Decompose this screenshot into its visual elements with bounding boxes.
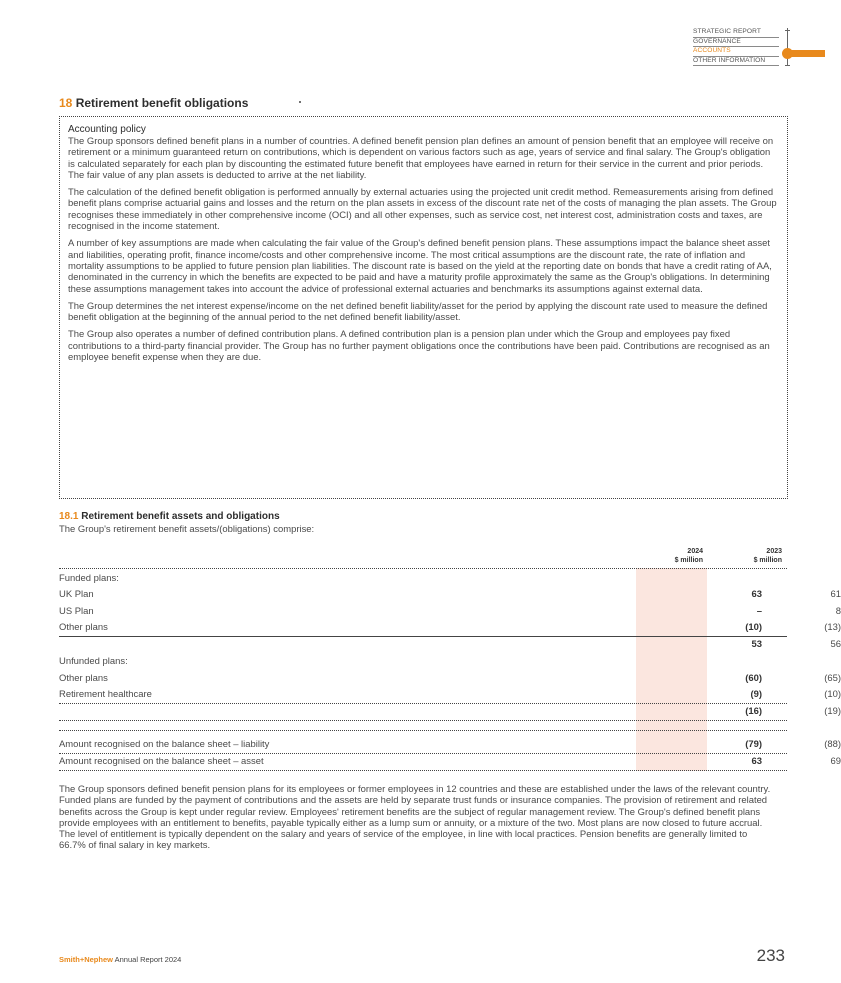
footer-report-title: Annual Report 2024 [112, 955, 182, 964]
nav-strategic-report[interactable]: STRATEGIC REPORT [693, 28, 779, 38]
value-2024: (10) [745, 622, 762, 633]
column-header-2024 [636, 547, 703, 565]
body-paragraph: The Group sponsors defined benefit pension plans for its employees or former employees in 12 countries and these are established under the laws of the relevant country. Funded plans are funded by the payment of contributions and the assets are held by separate trust funds or insurance companies. The provision of retirement and related benefits across the Group is kept under regular review. Employees' retirement benefits are the subject of regular management review. The Group's defined benefit plans provide employees with an entitlement to benefits, payable typically either as a lump sum or annuity, or a mixture of the two. Most plans are now closed to future accrual. The level of entitlement is typically dependent on the salary and years of service of the employee, in line with local practices. Pension benefits are generally limited to 66.7% of final salary in key markets. [59, 784, 771, 852]
value-2023: (65) [824, 673, 841, 684]
value-2024: – [756, 606, 762, 617]
table-header-rule [59, 568, 787, 569]
value-2024: (60) [745, 673, 762, 684]
section-heading [59, 96, 248, 110]
value-2023: 56 [830, 639, 841, 650]
table-total-row [59, 737, 841, 754]
section-title: Retirement benefit obligations [75, 96, 249, 110]
value-2023: 8 [835, 606, 841, 617]
row-label: US Plan [59, 606, 94, 617]
subsection-heading [59, 511, 280, 522]
value-2024: (16) [745, 706, 762, 717]
table-row [59, 671, 841, 687]
footer-brand: Smith+Nephew [59, 955, 113, 964]
policy-paragraph: A number of key assumptions are made when calculating the fair value of the Group's defined benefit pension plans. These assumptions impact the balance sheet asset and liabilities, operating profit, finance income/costs and other comprehensive income. The most critical assumptions are the discount rate, the rate of inflation and mortality assumptions to be applied to future pension plan liabilities. The discount rate is based on the yield at the reporting date on bonds that have a credit rating of AA, denominated in the currency in which the benefits are expected to be paid and have a maturity profile approximately the same as the Group's obligations. In determining these assumptions management takes into account the advice of professional external actuaries and benchmarks its assumptions against external data. [68, 238, 772, 295]
value-2023: (13) [824, 622, 841, 633]
table-total-row [59, 754, 841, 771]
row-label: Other plans [59, 622, 108, 633]
table-row [59, 604, 841, 620]
value-2023: 69 [830, 756, 841, 767]
nav-tick [785, 30, 790, 31]
subsection-title: Retirement benefit assets and obligations [81, 511, 280, 522]
heading-dot [299, 101, 301, 103]
table-row [59, 687, 841, 704]
column-header-2023 [712, 547, 782, 565]
column-year: 2023 [766, 548, 782, 555]
row-label: UK Plan [59, 589, 94, 600]
table-row [59, 654, 787, 670]
value-2024: (9) [750, 689, 762, 700]
footer [59, 955, 181, 964]
subsection-intro: The Group's retirement benefit assets/(obligations) comprise: [59, 524, 315, 535]
nav-rail [787, 28, 788, 66]
policy-paragraph: The calculation of the defined benefit obligation is performed annually by external actuaries using the projected unit credit method. Remeasurements arising from defined benefit plans comprise actuarial gains and losses and the return on the plan assets in excess of the discount rate net of the costs of managing the plan assets. The Group recognises these immediately in other comprehensive income (OCI) and all other expenses, such as service cost, net interest cost, administration costs and taxes, are recognised in the income statement. [68, 187, 777, 233]
section-nav [693, 28, 779, 66]
policy-paragraph: The Group sponsors defined benefit plans in a number of countries. A defined benefit pension plan defines an amount of pension benefit that an employee will receive on retirement or a minimum guaranteed return on contributions, which is dependent on various factors such as age, years of service and final salary. The Group's obligation is calculated separately for each plan by discounting the estimated future benefit that employees have earned in return for their service in the current and prior periods. The fair value of any plan assets is deducted to arrive at the net liability. [68, 136, 774, 181]
policy-paragraph: The Group determines the net interest expense/income on the net defined benefit liability/asset for the period by applying the discount rate used to measure the defined benefit obligation at the beginning of the annual period to the net defined benefit liability/asset. [68, 300, 768, 324]
row-label: Retirement healthcare [59, 689, 152, 700]
table-row [59, 620, 841, 637]
value-2023: 61 [830, 589, 841, 600]
value-2023: (10) [824, 689, 841, 700]
page-number: 233 [756, 946, 785, 965]
value-2023: (88) [824, 739, 841, 750]
nav-other-information[interactable]: OTHER INFORMATION [693, 57, 779, 67]
row-label: Other plans [59, 673, 108, 684]
row-label: Funded plans: [59, 573, 119, 584]
nav-tick [785, 65, 790, 66]
nav-governance[interactable]: GOVERNANCE [693, 38, 779, 48]
policy-title: Accounting policy [68, 124, 146, 135]
subsection-number: 18.1 [59, 511, 79, 522]
table-subtotal-row [59, 637, 841, 653]
column-unit: $ million [753, 557, 782, 564]
accounting-policy-box [59, 116, 788, 499]
value-2024: 63 [751, 756, 762, 767]
table-subtotal-row [59, 704, 841, 721]
nav-accounts[interactable]: ACCOUNTS [693, 47, 779, 57]
section-number: 18 [59, 96, 73, 110]
value-2023: (19) [824, 706, 841, 717]
table-row [59, 587, 841, 603]
value-2024: 53 [751, 639, 762, 650]
row-label: Amount recognised on the balance sheet – liability [59, 739, 270, 750]
value-2024: 63 [751, 589, 762, 600]
table-spacer-rule [59, 730, 787, 731]
table-row [59, 571, 787, 587]
column-unit: $ million [674, 557, 703, 564]
value-2024: (79) [745, 739, 762, 750]
nav-active-tab-bar [790, 50, 825, 57]
policy-paragraph: The Group also operates a number of defined contribution plans. A defined contribution plan is a pension plan under which the Group and employees pay fixed contributions to a third-party financial provider. The Group has no further payment obligations once the contributions have been paid. Contributions are recognised as an employee benefit expense when they are due. [68, 329, 770, 364]
row-label: Amount recognised on the balance sheet – asset [59, 756, 264, 767]
column-year: 2024 [687, 548, 703, 555]
row-label: Unfunded plans: [59, 656, 128, 667]
